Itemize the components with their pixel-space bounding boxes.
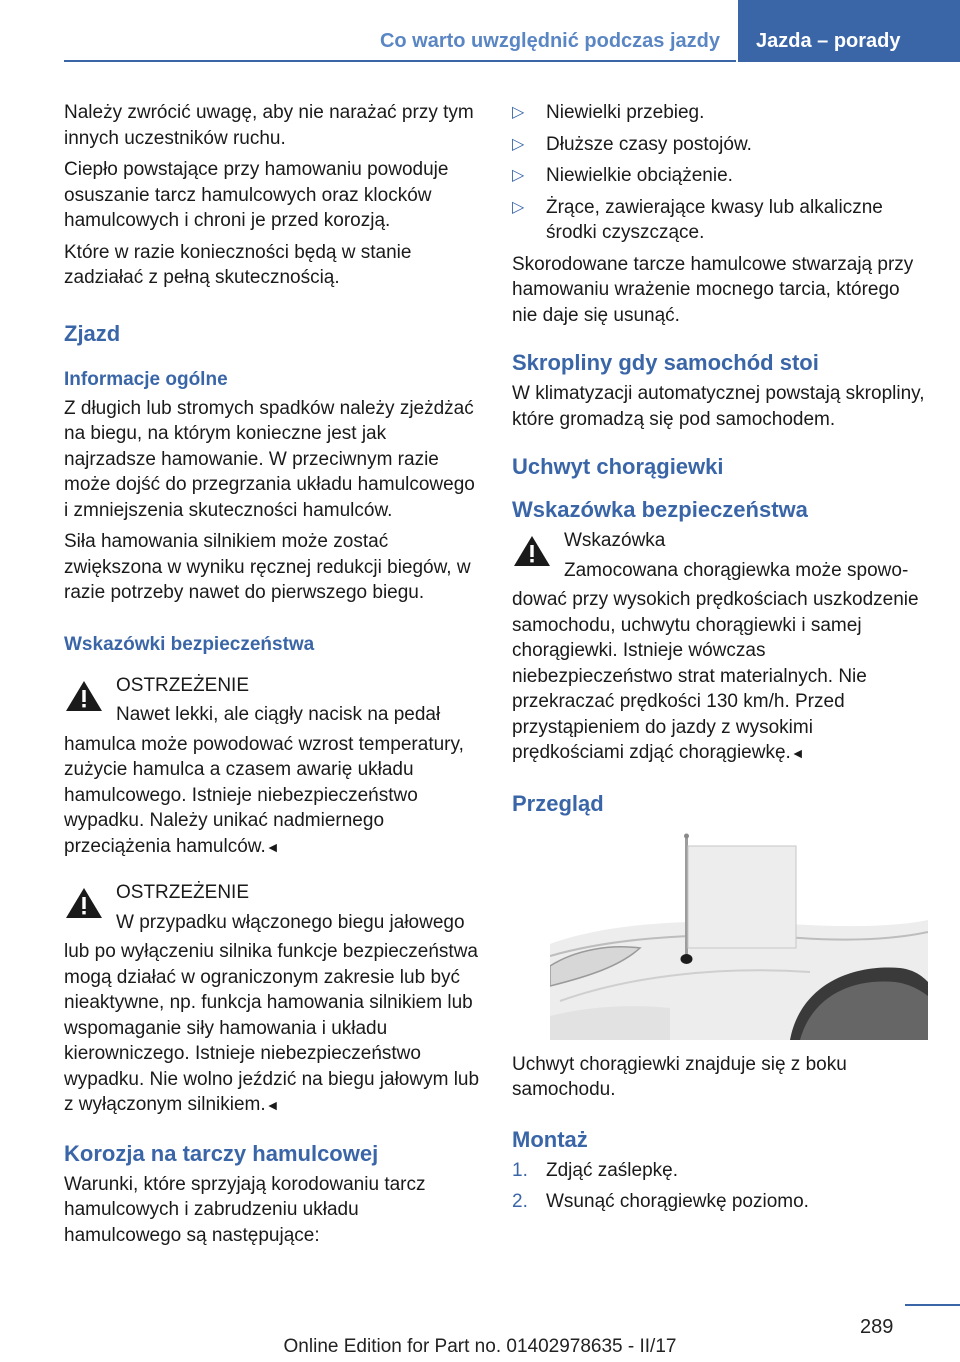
paragraph: Ciepło powstające przy hamowaniu powoduje osuszanie tarcz hamulcowych oraz klocków hamulcowych i chroni je przed korozją.: [64, 159, 449, 231]
heading-zjazd: Zjazd: [64, 320, 121, 346]
header-chapter-tab: Jazda – porady: [738, 0, 960, 62]
paragraph: Z długich lub stromych spadków należy zjeżdżać na biegu, na którym konieczne jest jak najrzadsze hamowanie. W przeciwnym razie może dojść do przegrzania układu hamulcowego i zmniejszenia skuteczności hamulców.: [64, 397, 475, 521]
warning-triangle-icon: [512, 534, 552, 568]
flag-holder-illustration: [550, 826, 928, 1040]
list-item: 2. Wsunąć chorągiewkę poziomo.: [512, 1189, 928, 1215]
image-caption: Uchwyt chorągiewki znajduje się z boku samochodu.: [512, 1053, 847, 1100]
conditions-list: [512, 100, 928, 246]
page-number: 289: [860, 1316, 894, 1338]
heading-montaz: Montaż: [512, 1126, 588, 1152]
left-column: [64, 100, 480, 1254]
right-column: [512, 100, 928, 1221]
paragraph: W klimatyzacji automatycznej powstają skropliny, które gromadzą się pod samochodem.: [512, 383, 925, 430]
bullet-marker-icon: ▷: [512, 104, 525, 121]
list-item: ▷ Niewielki przebieg.: [512, 100, 928, 126]
step-number: 2.: [512, 1191, 528, 1212]
warning-text-first-line: W przypadku włączonego biegu jałowego: [116, 911, 465, 933]
warning-box: [64, 880, 480, 1119]
warning-text: hamulca może powodować wzrost temperatury, zużycie hamulca a czasem awarię układu hamulcowego. Istnieje niebezpieczeństwo wypadku. Należy unikać nadmiernego przeciążenia hamulców.◄: [64, 733, 464, 857]
subheading-wskazowka-bezpieczenstwa: Wskazówka bezpieczeństwa: [512, 497, 808, 522]
header-section-area: [64, 0, 736, 62]
list-item: ▷ Dłuższe czasy postojów.: [512, 132, 928, 158]
warning-box: [64, 673, 480, 861]
bullet-marker-icon: ▷: [512, 198, 525, 216]
warning-triangle-icon: [64, 886, 104, 920]
subheading-informacje-ogolne: Informacje ogólne: [64, 368, 228, 390]
end-mark: ◄: [265, 838, 280, 855]
footer-rule: [905, 1304, 960, 1306]
heading-uchwyt: Uchwyt chorągiewki: [512, 454, 724, 479]
paragraph: Siła hamowania silnikiem może zostać zwiększona w wyniku ręcznej redukcji biegów, w razie potrzeby nawet do pierwszego biegu.: [64, 531, 471, 603]
warning-text: lub po wyłączeniu silnika funkcje bezpieczeństwa mogą działać w ograniczonym zakresie lub być nieaktywne, np. funkcja hamowania silnikiem lub wspomaganie siły hamowania i układu kierowniczego. Istnieje niebezpieczeństwo wypadku. Nie wolno jeździć na biegu jałowym lub z wyłączonym silnikiem.◄: [64, 941, 480, 1115]
warning-title: OSTRZEŻENIE: [116, 674, 250, 696]
bullet-marker-icon: ▷: [512, 135, 525, 153]
steps-list: [512, 1158, 928, 1215]
list-item: ▷ Niewielkie obciążenie.: [512, 163, 928, 189]
step-number: 1.: [512, 1159, 528, 1181]
end-mark: ◄: [790, 745, 805, 761]
bullet-marker-icon: ▷: [512, 167, 525, 184]
edition-footer: Online Edition for Part no. 01402978635 - II/17: [283, 1336, 677, 1357]
list-item: 1. Zdjąć zaślepkę.: [512, 1158, 928, 1184]
paragraph: Należy zwrócić uwagę, aby nie narażać przy tym innych uczestników ruchu.: [64, 102, 474, 149]
warning-text-first-line: Zamocowana chorągiewka może spowo-: [564, 559, 909, 581]
subheading-wskazowki-bezpieczenstwa: Wskazówki bezpieczeństwa: [64, 633, 315, 655]
heading-przeglad: Przegląd: [512, 790, 604, 816]
list-item: ▷ Żrące, zawierające kwasy lub alkaliczne środki czyszczące.: [512, 196, 883, 243]
paragraph: Skorodowane tarcze hamulcowe stwarzają przy hamowaniu wrażenie mocnego tarcia, którego nie daje się usunąć.: [512, 253, 914, 326]
warning-title: OSTRZEŻENIE: [116, 882, 250, 903]
warning-box: [512, 528, 928, 767]
warning-triangle-icon: [64, 679, 104, 713]
heading-korozja: Korozja na tarczy hamulcowej: [64, 1140, 379, 1166]
paragraph: Które w razie konieczności będą w stanie zadziałać z pełną skutecznością.: [64, 241, 412, 288]
page-header: [0, 0, 960, 62]
warning-text-first-line: Nawet lekki, ale ciągły nacisk na pedał: [116, 704, 441, 725]
paragraph: Warunki, które sprzyjają korodowaniu tarcz hamulcowych i zabrudzeniu układu hamulcowego są następujące:: [64, 1173, 426, 1246]
warning-text: dować przy wysokich prędkościach uszkodzenie samochodu, uchwytu chorągiewki i samej chorągiewki. Istnieje wówczas niebezpieczeństwo strat materialnych. Nie przekraczać prędkości 130 km/h. Przed przystąpieniem do jazdy z wysokimi prędkościami zdjąć chorągiewkę.◄: [512, 589, 919, 763]
warning-title: Wskazówka: [564, 530, 666, 551]
header-section-title: Co warto uwzględnić podczas jazdy: [379, 30, 720, 52]
heading-skropliny: Skropliny gdy samochód stoi: [512, 350, 819, 375]
end-mark: ◄: [265, 1097, 280, 1113]
